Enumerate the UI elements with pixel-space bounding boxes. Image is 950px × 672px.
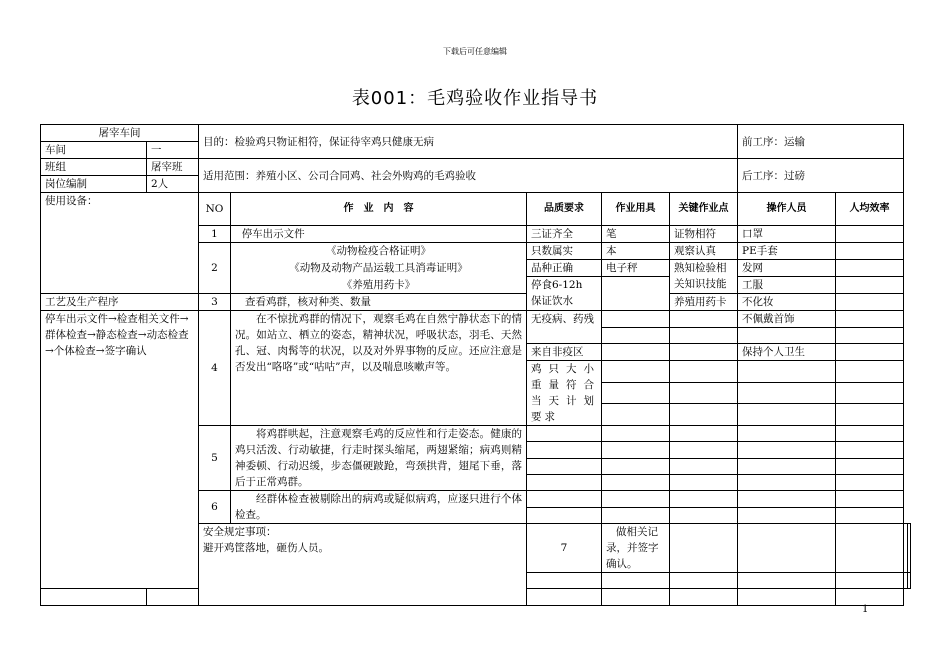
tool-item [602, 277, 670, 311]
headcount-value: 2人 [147, 176, 199, 193]
step-content: 做相关记录，并签字确认。 [602, 524, 670, 573]
efficiency-cell [836, 311, 904, 328]
operator-item: 口罩 [738, 226, 836, 243]
col-efficiency: 人均效率 [836, 193, 904, 226]
efficiency-cell [836, 226, 904, 243]
quality-item: 无疫病、药残 [527, 311, 602, 344]
operator-item: 工服 [738, 277, 836, 294]
quality-item: 来自非疫区 [527, 344, 602, 361]
scope: 适用范围：养殖小区、公司合同鸡、社会外购鸡的毛鸡验收 [199, 159, 738, 193]
step-content: 经群体检查被剔除出的病鸡或疑似病鸡，应逐只进行个体检查。 [231, 491, 527, 524]
tool-item: 笔 [602, 226, 670, 243]
step-no: 2 [199, 243, 231, 294]
col-quality: 品质要求 [527, 193, 602, 226]
work-instruction-table [40, 124, 911, 606]
safety-label: 安全规定事项： [203, 526, 277, 538]
prev-process: 前工序：运输 [738, 125, 904, 159]
efficiency-cell [836, 243, 904, 260]
efficiency-cell [836, 260, 904, 277]
step-no: 3 [199, 294, 231, 311]
step-no: 7 [527, 524, 602, 573]
quality-item: 停食6-12h 保证饮水 [527, 277, 602, 311]
operator-item: 不化妆 [738, 294, 836, 311]
tool-item: 本 [602, 243, 670, 260]
col-operator: 操作人员 [738, 193, 836, 226]
step-no: 4 [199, 311, 231, 426]
tool-item: 电子秤 [602, 260, 670, 277]
team-label: 班组 [41, 159, 147, 176]
page-title: 表001：毛鸡验收作业指导书 [351, 88, 599, 109]
headcount-label: 岗位编制 [41, 176, 147, 193]
key-point-item: 证物相符 [670, 226, 738, 243]
workshop-label: 车间 [41, 142, 147, 159]
tool-item [602, 311, 670, 328]
step-content-line: 《养殖用药卡》 [231, 277, 527, 294]
operator-item: PE手套 [738, 243, 836, 260]
col-key-points: 关键作业点 [670, 193, 738, 226]
quality-item: 鸡只大小重量符合当天计划要求 [527, 361, 602, 426]
process-label: 工艺及生产程序 [41, 294, 199, 311]
operator-item: 发网 [738, 260, 836, 277]
step-no: 5 [199, 426, 231, 491]
header-note: 下载后可任意编辑 [443, 47, 507, 56]
step-content-line: 《动物检疫合格证明》 [231, 243, 527, 260]
equipment-label: 使用设备： [41, 193, 199, 294]
process-text: 停车出示文件→检查相关文件→群体检查→静态检查→动态检查→个体检查→签字确认 [41, 311, 199, 589]
step-no: 6 [199, 491, 231, 524]
purpose: 目的：检验鸡只物证相符，保证待宰鸡只健康无病 [199, 125, 738, 159]
safety-text: 避开鸡筐落地，砸伤人员。 [203, 542, 329, 554]
key-point-item [670, 311, 738, 328]
step-no: 1 [199, 226, 231, 243]
safety [199, 524, 527, 606]
quality-item: 品种正确 [527, 260, 602, 277]
col-tools: 作业用具 [602, 193, 670, 226]
dept-label: 屠宰车间 [41, 125, 199, 142]
operator-item: 不佩戴首饰 [738, 311, 836, 328]
key-point-item: 观察认真 [670, 243, 738, 260]
efficiency-cell [836, 277, 904, 294]
step-content: 查看鸡群，核对种类、数量 [231, 294, 527, 311]
step-content: 停车出示文件 [231, 226, 527, 243]
key-point-item: 熟知检验相关知识技能 [670, 260, 738, 294]
col-no: NO [199, 193, 231, 226]
next-process: 后工序：过磅 [738, 159, 904, 193]
operator-item: 保持个人卫生 [738, 344, 836, 361]
team-value: 屠宰班 [147, 159, 199, 176]
page-number: 1 [862, 604, 869, 615]
col-content: 作 业 内 容 [231, 193, 527, 226]
step-content-line: 《动物及动物产品运载工具消毒证明》 [231, 260, 527, 277]
key-point-item: 养殖用药卡 [670, 294, 738, 311]
quality-item: 三证齐全 [527, 226, 602, 243]
workshop-value: 一 [147, 142, 199, 159]
quality-item: 只数属实 [527, 243, 602, 260]
step-content: 在不惊扰鸡群的情况下，观察毛鸡在自然宁静状态下的情况。如站立、栖立的姿态，精神状况，呼吸状态，羽毛、天然孔、冠、肉髯等的状况，以及对外界事物的反应。还应注意是否发出“咯咯”或“咕咕”声，以及喘息咳嗽声等。 [231, 311, 527, 426]
step-content: 将鸡群哄起，注意观察毛鸡的反应性和行走姿态。健康的鸡只活泼、行动敏捷，行走时探头缩尾，两翅紧缩；病鸡则精神委顿、行动迟缓，步态僵硬跛跄，弯颈拱背，翅尾下垂，落后于正常鸡群。 [231, 426, 527, 491]
efficiency-cell [836, 294, 904, 311]
